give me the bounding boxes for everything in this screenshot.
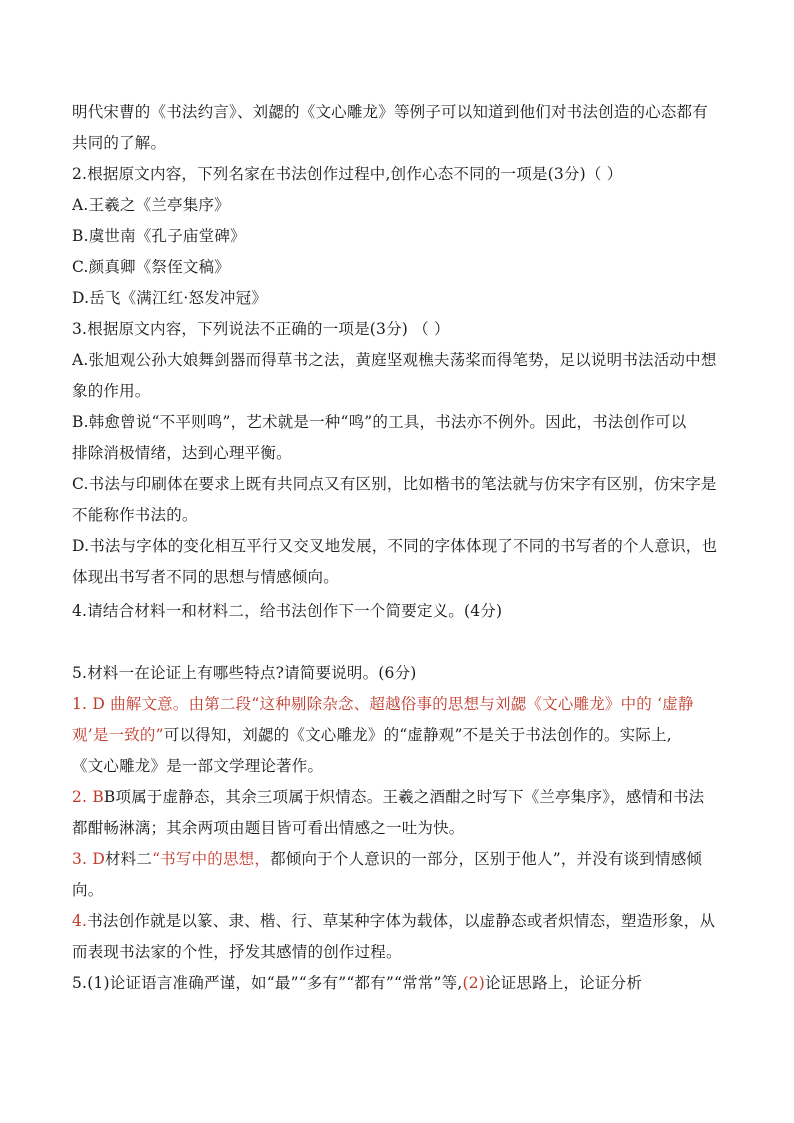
question-2-option-b: B.虞世南《孔子庙堂碑》 — [72, 227, 246, 245]
intro-line-2: 共同的了解。 — [72, 134, 167, 152]
question-2: 2.根据原文内容，下列名家在书法创作过程中,创作心态不同的一项是(3分)（ ） — [72, 165, 623, 183]
answer-1-prefix: 1. D 曲解文意。由第二段 — [72, 695, 252, 713]
answer-4-definition: 书法创作就是以篆、隶、楷、行、草某种字体为载体，以虚静态或者炽情态，塑造形象，从 — [87, 912, 716, 930]
answer-3-prefix: 3. D — [72, 850, 105, 868]
answer-2-explanation: B项属于虚静态，其余三项属于炽情态。王羲之酒酣之时写下《兰亭集序》，感情和书法 — [103, 788, 705, 806]
answer-3-explanation: 都倾向于个人意识的一部分，区别于他人”，并没有谈到情感倾 — [270, 850, 703, 868]
question-3-option-d-line-1: D.书法与字体的变化相互平行又交叉地发展，不同的字体体现了不同的书写者的个人意识，也 — [72, 537, 718, 555]
answer-1-quote-end: 观’是一致的” — [72, 726, 164, 744]
answer-2-line-2: 都酣畅淋漓；其余两项由题目皆可看出情感之一吐为快。 — [72, 819, 465, 837]
answer-2-line-1 — [72, 786, 724, 808]
answer-2-prefix: 2. B — [72, 788, 104, 806]
question-3-option-b-line-1: B.韩愈曾说“不平则鸣”，艺术就是一种“鸣”的工具，书法亦不例外。因此，书法创作可以 — [72, 413, 687, 431]
question-3-option-c-line-1: C.书法与印刷体在要求上既有共同点又有区别，比如楷书的笔法就与仿宋字有区别，仿宋字是 — [72, 475, 717, 493]
question-2-option-c: C.颜真卿《祭侄文稿》 — [72, 258, 230, 276]
answer-1-quote: “这种剔除杂念、超越俗事的思想与刘勰《文心雕龙》中的 ‘虚静 — [251, 695, 694, 713]
question-3-option-c-line-2: 不能称作书法的。 — [72, 506, 198, 524]
answer-1-explanation: 可以得知，刘勰的《文心雕龙》的“虚静观”不是关于书法创作的。实际上, — [163, 726, 672, 744]
question-2-option-d: D.岳飞《满江红·怒发冲冠》 — [72, 289, 268, 307]
answer-1-line-3: 《文心雕龙》是一部文学理论著作。 — [72, 757, 324, 775]
answer-5-line-1 — [72, 972, 724, 994]
question-5: 5.材料一在论证上有哪些特点?请简要说明。(6分) — [72, 664, 417, 682]
answer-4-line-1 — [72, 910, 724, 932]
answer-1-line-2 — [72, 724, 724, 746]
question-3-option-a-line-1: A.张旭观公孙大娘舞剑器而得草书之法，黄庭坚观樵夫荡桨而得笔势，足以说明书法活动中想 — [72, 351, 717, 369]
question-4: 4.请结合材料一和材料二，给书法创作下一个简要定义。(4分) — [72, 602, 503, 620]
answer-3-quote: “书写中的思想， — [152, 850, 271, 868]
intro-line-1: 明代宋曹的《书法约言》、刘勰的《文心雕龙》等例子可以知道到他们对书法创造的心态都有 — [72, 103, 708, 121]
answer-1-line-1 — [72, 693, 724, 715]
question-3-option-b-line-2: 排除消极情绪，达到心理平衡。 — [72, 444, 292, 462]
answer-3-line-2: 向。 — [72, 881, 104, 899]
answer-4-prefix: 4. — [72, 912, 88, 930]
answer-5-marker: (2) — [462, 974, 486, 992]
question-3: 3.根据原文内容，下列说法不正确的一项是(3分) （ ） — [72, 320, 450, 338]
answer-5-rest: 论证思路上，论证分析 — [485, 974, 643, 992]
question-2-option-a: A.王羲之《兰亭集序》 — [72, 196, 230, 214]
answer-4-line-2: 而表现书法家的个性，抒发其感情的创作过程。 — [72, 943, 402, 961]
answer-5-prefix: 5.(1)论证语言准确严谨，如“最”“多有”“都有”“常常”等, — [72, 974, 463, 992]
answer-3-line-1 — [72, 848, 724, 870]
answer-3-material: 材料二 — [104, 850, 153, 868]
question-3-option-d-line-2: 体现出书写者不同的思想与情感倾向。 — [72, 568, 339, 586]
question-3-option-a-line-2: 象的作用。 — [72, 382, 151, 400]
